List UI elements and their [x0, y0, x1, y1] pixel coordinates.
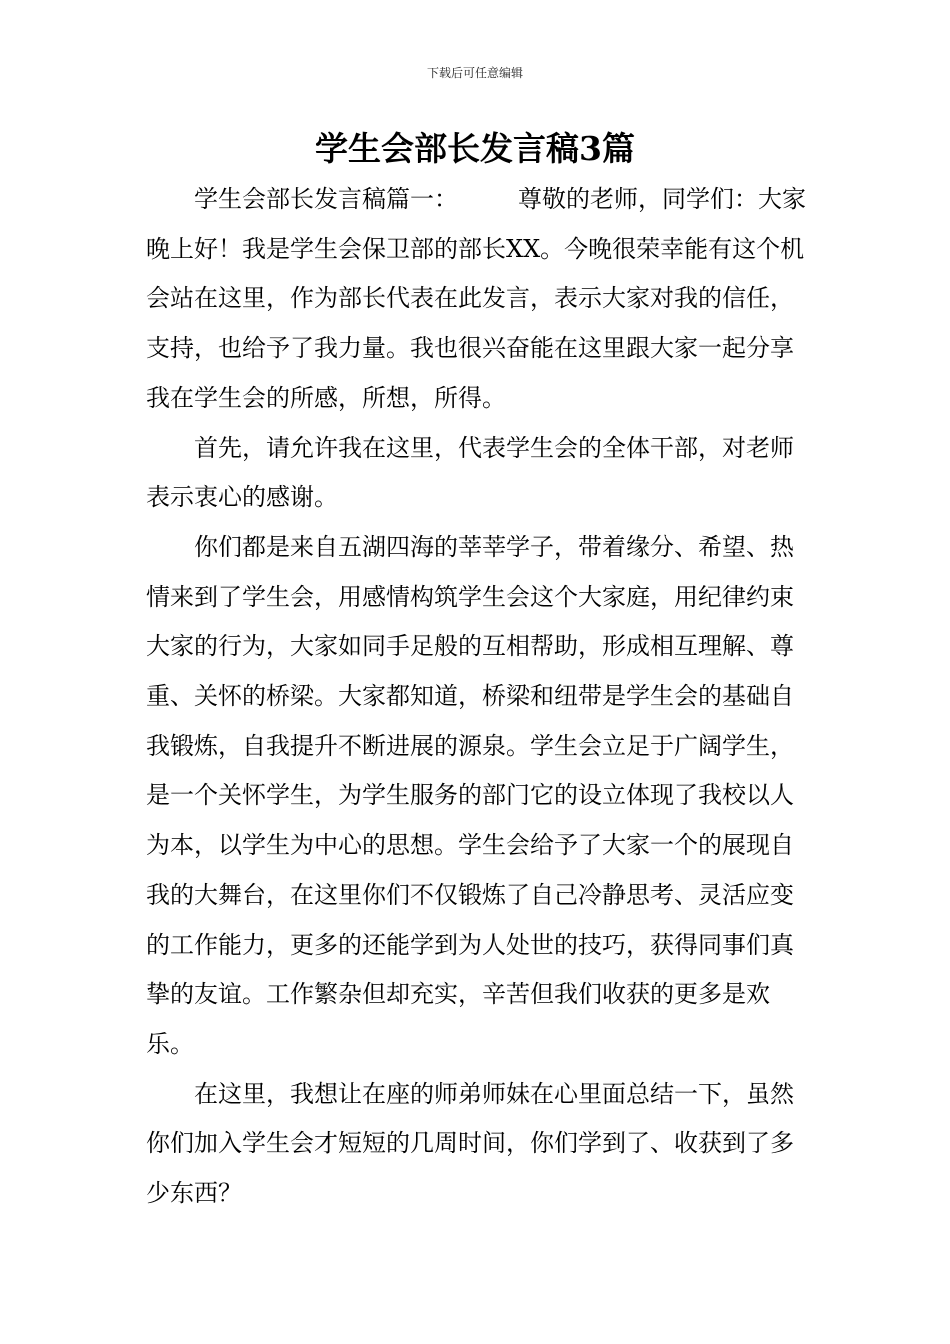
paragraph-2: 首先，请允许我在这里，代表学生会的全体干部，对老师表示衷心的感谢。 — [146, 433, 794, 512]
document-body — [146, 175, 814, 1219]
document-title: 学生会部长发言稿3篇 — [315, 129, 635, 168]
paragraph-1: 大家晚上好！我是学生会保卫部的部长XX。今晚很荣幸能有这个机会站在这里，作为部长代表在此发言，表示大家对我的信任，支持，也给予了我力量。我也很兴奋能在这里跟大家一起分享我在学生会的所感，所想，所得。 — [146, 185, 806, 412]
paragraph-3: 你们都是来自五湖四海的莘莘学子，带着缘分、希望、热情来到了学生会，用感情构筑学生会这个大家庭，用纪律约束大家的行为，大家如同手足般的互相帮助，形成相互理解、尊重、关怀的桥梁。大家都知道，桥梁和纽带是学生会的基础自我锻炼，自我提升不断进展的源泉。学生会立足于广阔学生，是一个关怀学生，为学生服务的部门它的设立体现了我校以人为本，以学生为中心的思想。学生会给予了大家一个的展现自我的大舞台，在这里你们不仅锻炼了自己冷静思考、灵活应变的工作能力，更多的还能学到为人处世的技巧，获得同事们真挚的友谊。工作繁杂但却充实，辛苦但我们收获的更多是欢乐。 — [146, 532, 794, 1058]
intro-label: 学生会部长发言稿篇一： — [194, 185, 458, 213]
paragraph-4: 在这里，我想让在座的师弟师妹在心里面总结一下，虽然你们加入学生会才短短的几周时间，你们学到了、收获到了多少东西？ — [146, 1079, 794, 1208]
salutation: 尊敬的老师，同学们： — [518, 185, 758, 213]
opening-paragraph — [146, 175, 814, 424]
header-note: 下载后可任意编辑 — [426, 66, 523, 80]
